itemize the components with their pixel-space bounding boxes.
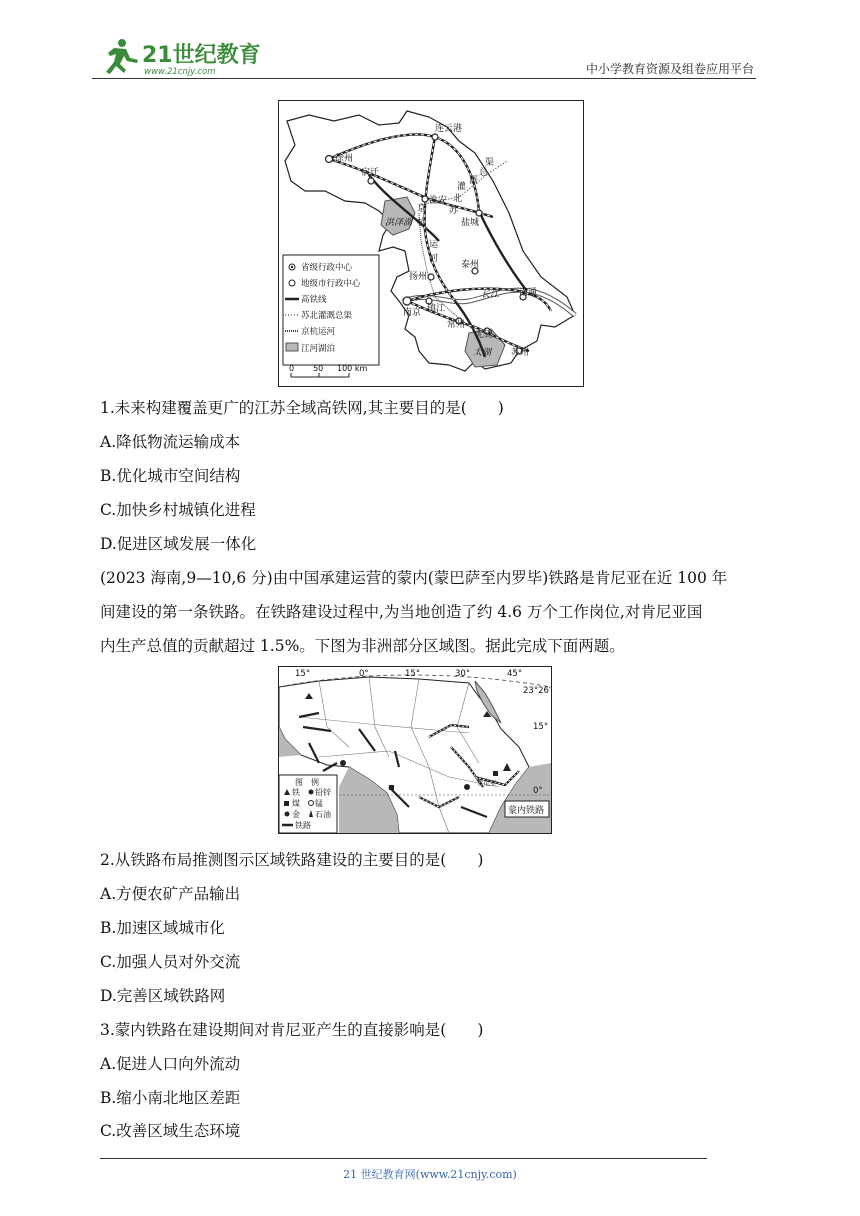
platform-name: 中小学教育资源及组卷应用平台	[585, 62, 754, 76]
canal-char: 杭	[417, 218, 427, 228]
q1-option-c[interactable]: C.加快乡村城镇化进程	[100, 501, 256, 519]
lon-45e: 45°	[507, 669, 523, 679]
svg-text:石油: 石油	[315, 810, 331, 819]
lon-30e: 30°	[455, 669, 471, 679]
city-suqian: 宿迁	[361, 168, 380, 178]
city-lianyungang: 连云港	[435, 124, 463, 134]
city-xuzhou: 徐州	[335, 154, 354, 164]
svg-text:高铁线: 高铁线	[301, 295, 327, 305]
svg-text:图 例: 图 例	[295, 778, 319, 787]
scale-bar	[289, 364, 367, 377]
q1-option-d[interactable]: D.促进区域发展一体化	[100, 535, 257, 553]
svg-text:100 km: 100 km	[337, 364, 368, 373]
lat-15: 15°	[533, 722, 549, 732]
logo-url: www.21cnjy.com	[144, 67, 216, 77]
svg-text:蒙内铁路: 蒙内铁路	[508, 806, 545, 816]
city-zhenjiang: 镇江	[427, 304, 446, 314]
runner-icon	[106, 39, 138, 74]
svg-text:地级市行政中心: 地级市行政中心	[301, 279, 361, 289]
header-divider	[92, 78, 756, 79]
svg-text:锰: 锰	[315, 799, 323, 808]
svg-text:0: 0	[289, 364, 295, 373]
svg-text:江河湖泊: 江河湖泊	[301, 344, 336, 354]
map1-legend	[283, 255, 379, 365]
city-wuxi: 无锡	[475, 330, 494, 340]
jiangsu-rail-map	[278, 100, 584, 387]
q3-option-b[interactable]: B.缩小南北地区差距	[100, 1089, 241, 1107]
subei-char: 苏	[449, 206, 459, 216]
svg-text:铁: 铁	[292, 788, 300, 797]
label-changjiang: 长江	[481, 290, 500, 300]
subei-char: 总	[479, 168, 489, 178]
q1-option-a[interactable]: A.降低物流运输成本	[100, 433, 241, 451]
city-huaian: 淮安	[429, 196, 448, 206]
q2-option-d[interactable]: D.完善区域铁路网	[100, 987, 226, 1005]
q2-option-b[interactable]: B.加速区域城市化	[100, 919, 225, 937]
svg-text:金: 金	[292, 810, 300, 819]
city-nantong: 南通	[519, 288, 538, 298]
city-nanjing: 南京	[403, 308, 422, 318]
passage-line-2: 间建设的第一条铁路。在铁路建设过程中,为当地创造了约 4.6 万个工作岗位,对肯尼亚国	[100, 603, 703, 621]
lat-0: 0°	[533, 786, 543, 796]
city-yancheng: 盐城	[461, 218, 480, 228]
q2-stem: 2.从铁路布局推测图示区域铁路建设的主要目的是( )	[100, 851, 484, 869]
city-suzhou: 苏州	[511, 348, 530, 358]
canal-char: 河	[429, 254, 439, 264]
q3-stem: 3.蒙内铁路在建设期间对肯尼亚产生的直接影响是( )	[100, 1021, 484, 1039]
q3-option-a[interactable]: A.促进人口向外流动	[100, 1055, 241, 1073]
svg-text:苏北灌溉总渠: 苏北灌溉总渠	[301, 311, 353, 321]
city-yangzhou: 扬州	[409, 272, 428, 282]
lon-15w: 15°	[295, 669, 311, 679]
logo-text: 21世纪教育	[142, 43, 261, 68]
site-logo[interactable]	[92, 36, 262, 80]
q1-option-b[interactable]: B.优化城市空间结构	[100, 467, 241, 485]
passage-line-3: 内生产总值的贡献超过 1.5%。下图为非洲部分区域图。据此完成下面两题。	[100, 637, 625, 655]
map2-legend	[279, 775, 337, 833]
city-taizhou: 泰州	[461, 260, 480, 270]
q2-option-a[interactable]: A.方便农矿产品输出	[100, 885, 241, 903]
subei-char: 北	[453, 194, 463, 204]
subei-char: 灌	[457, 182, 467, 192]
lon-15e: 15°	[405, 669, 421, 679]
svg-text:煤: 煤	[292, 799, 300, 808]
canal-char: 运	[429, 240, 439, 250]
svg-text:铅锌: 铅锌	[315, 788, 331, 797]
subei-char: 溉	[469, 176, 479, 186]
city-changzhou: 常州	[447, 320, 466, 330]
label-hongze: 洪泽湖	[385, 218, 413, 228]
canal-char: 京	[417, 204, 427, 214]
footer-link[interactable]: 21 世纪教育网(www.21cnjy.com)	[343, 1168, 517, 1181]
footer-divider	[100, 1158, 707, 1159]
q3-option-c[interactable]: C.改善区域生态环境	[100, 1122, 241, 1140]
label-taihu: 太湖	[473, 348, 492, 358]
tropic-label: 23°26′	[523, 686, 551, 696]
passage-line-1: (2023 海南,9—10,6 分)由中国承建运营的蒙内(蒙巴萨至内罗毕)铁路是肯尼亚在近 100 年	[100, 569, 728, 587]
lon-0: 0°	[359, 669, 369, 679]
svg-text:省级行政中心: 省级行政中心	[301, 263, 353, 273]
monei-callout	[505, 801, 549, 817]
svg-text:50: 50	[313, 364, 324, 373]
svg-text:铁路: 铁路	[295, 821, 311, 830]
q2-option-c[interactable]: C.加强人员对外交流	[100, 953, 241, 971]
africa-rail-map	[278, 666, 552, 834]
subei-char: 渠	[485, 158, 495, 168]
svg-text:京杭运河: 京杭运河	[301, 327, 336, 337]
q1-stem: 1.未来构建覆盖更广的江苏全域高铁网,其主要目的是( )	[100, 399, 504, 417]
kenya-label: 肯尼亚	[477, 779, 497, 787]
